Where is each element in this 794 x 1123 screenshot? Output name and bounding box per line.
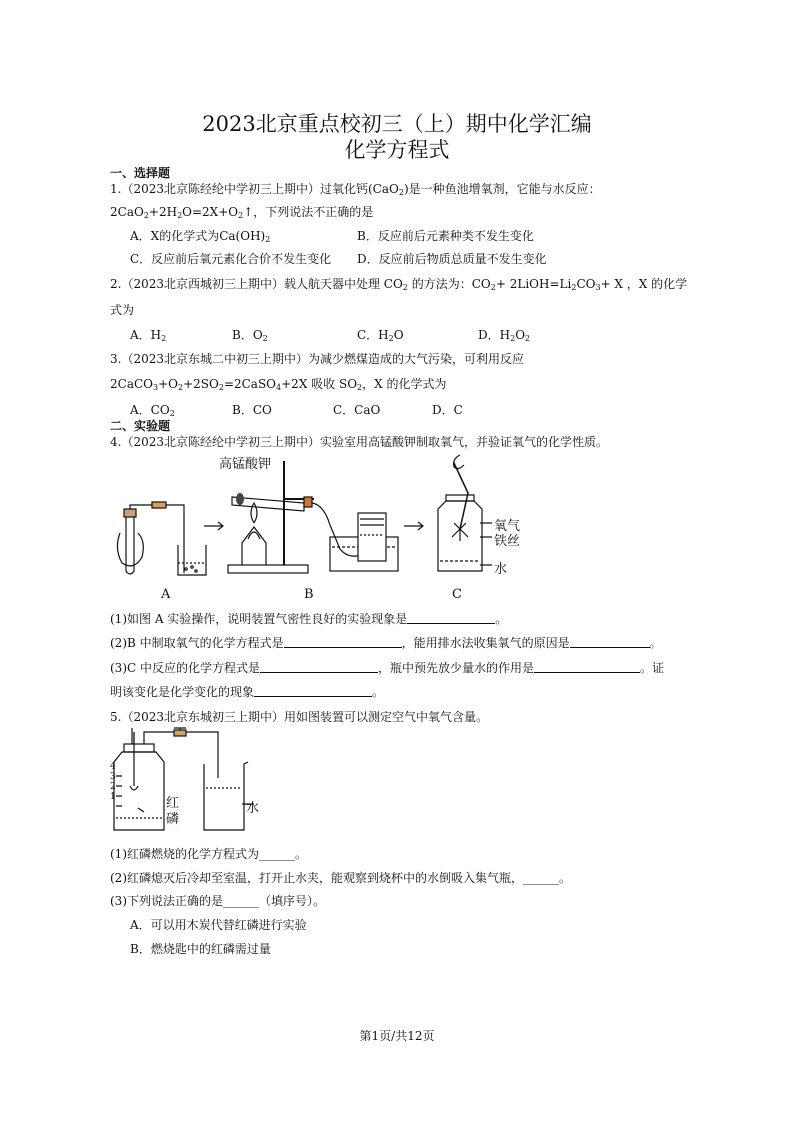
q4-part3b-text: 明该变化是化学变化的现象 [110,685,255,699]
q4-part2 [110,634,662,651]
q2-option-d-sub2: 2 [525,334,531,343]
q4-part3-blank2[interactable] [534,662,640,673]
q2-option-a [130,326,166,343]
apparatus-c [438,455,492,571]
apparatus-b [228,461,398,573]
q5-part1-blank[interactable]: ______ [259,847,295,861]
q5-label-red: 红 [166,796,180,811]
q2-option-c [357,326,404,343]
q4-part2-end: 。 [649,636,662,650]
q2-sub-a: 2 [402,283,408,292]
q2-stem-line2: 式为 [110,303,135,317]
q5-part2 [110,869,571,886]
q3-eq-e: +2X 吸收 SO [281,377,358,391]
fig-label-b: B [304,587,314,602]
q5-apparatus-figure [108,726,268,834]
q3-eq-b: +O [158,377,178,391]
q2-sub-d: 3 [595,283,601,292]
q1-sub: 2 [398,188,404,197]
q5-part3-text: (3)下列说法正确的是 [110,894,223,908]
q5-stem: 5.（2023北京东城初三上期中）用如图装置可以测定空气中氧气含量。 [110,710,488,724]
q1-option-a [130,227,270,244]
q5-scale-marks [110,762,116,802]
q5-part1 [110,845,307,862]
q2-option-b-sub: 2 [262,334,268,343]
q3-eq-sub1: 3 [153,383,159,392]
q3-eq-sub2: 2 [178,383,184,392]
q3-option-c: C．CaO [333,403,381,417]
q2-sub-b: 2 [490,283,496,292]
q4-part3b-end: 。 [372,685,385,699]
q1-stem-tail: )是一种鱼池增氧剂，它能与水反应： [403,182,601,196]
q5-part2-blank[interactable]: ______ [523,871,560,885]
q1-stem [110,180,601,197]
q1-eq-sub3: 2 [238,211,244,220]
q4-part3 [110,659,664,676]
q2-option-b [232,326,268,343]
q1-eq-sub2: 2 [177,211,183,220]
q5-mark-3: 3 [110,772,116,782]
q1-option-d: D．反应前后物质总质量不发生变化 [357,252,547,266]
q4-part2-blank1[interactable] [284,637,402,648]
q2-stem-a: 2.（2023北京西城初三上期中）载人航天器中处理 CO [110,277,403,291]
q1-equation [110,203,373,220]
q5-part3-end: （填序号）。 [259,894,326,908]
apparatus-a [117,502,206,575]
q5-option-b: B．燃烧匙中的红磷需过量 [130,942,271,956]
fig-label-iron-wire: 铁丝 [494,534,521,549]
q3-option-a-sub: 2 [169,409,175,418]
q2-option-a-text: A．H [130,328,162,342]
q2-stem [110,275,687,292]
q1-option-c: C．反应前后氧元素化合价不发生变化 [130,252,332,266]
q2-stem-d: CO [576,277,596,291]
q5-part3-blank[interactable]: ______ [223,894,259,908]
q2-option-d-text: D．H [478,328,511,342]
q3-equation [110,375,447,392]
q4-part1-text: (1)如图 A 实验操作，说明装置气密性良好的实验现象是 [110,612,408,626]
q4-stem: 4.（2023北京陈经纶中学初三上期中）实验室用高锰酸钾制取氧气，并验证氧气的化学性质。 [110,435,608,449]
page-title: 2023北京重点校初三（上）期中化学汇编 [202,112,592,136]
page-number: 第1页/共12页 [359,1029,435,1043]
q1-eq-c: O=2X+O [182,205,239,219]
fig-label-kmno4: 高锰酸钾 [219,457,272,472]
q2-option-c-text: C．H [357,328,389,342]
q3-option-a-text: A．CO [130,403,170,417]
q2-option-d [478,326,530,343]
q5-part3 [110,892,325,909]
q5-label-water: 水 [246,801,260,816]
q4-part2-text: (2)B 中制取氧气的化学方程式是 [110,636,284,650]
q5-mark-4: 4 [110,762,116,772]
q4-part2-mid: ，能用排水法收集氧气的原因是 [401,636,570,650]
q5-part1-end: 。 [295,847,308,861]
q3-eq-f: ，X 的化学式为 [362,377,447,391]
q3-option-d: D．C [432,403,463,417]
q5-mark-2: 2 [110,782,116,792]
q3-stem: 3.（2023北京东城二中初三上期中）为减少燃煤造成的大气污染，可利用反应 [110,352,524,366]
q4-part1-end: 。 [495,612,508,626]
q3-eq-a: 2CaCO [110,377,153,391]
q3-eq-d: =2CaSO [223,377,277,391]
q4-part3-mid: ，瓶中预先放少量水的作用是 [378,661,535,675]
q2-stem-b: 的方法为：CO [407,277,491,291]
fig-label-water: 水 [494,562,508,577]
section-experiment-heading: 二、实验题 [110,419,171,433]
q2-option-b-text: B．O [232,328,263,342]
q4-part3-blank1[interactable] [260,662,378,673]
q2-option-d-sub1: 2 [510,334,516,343]
q1-eq-a: 2CaO [110,205,144,219]
q5-part1-text: (1)红磷燃烧的化学方程式为 [110,847,259,861]
q4-part3-line2 [110,683,384,700]
fig-label-oxygen: 氧气 [494,519,521,534]
q5-mark-1: 1 [110,792,116,802]
q1-option-b: B．反应前后元素种类不发生变化 [357,229,534,243]
q4-part3-text: (3)C 中反应的化学方程式是 [110,661,260,675]
q4-part3b-blank[interactable] [254,686,372,697]
q1-eq-d: ↑，下列说法不正确的是 [243,205,374,219]
q1-stem-text: 1.（2023北京陈经纶中学初三上期中）过氧化钙(CaO [110,182,399,196]
q3-eq-sub4: 4 [276,383,282,392]
q2-stem-c: + 2LiOH=Li [495,277,572,291]
q2-option-d-tail: O [515,328,526,342]
q3-eq-sub5: 2 [357,383,363,392]
q5-part2-end: 。 [559,871,572,885]
q5-label-phosphorus: 磷 [166,812,180,827]
q4-part1 [110,610,507,627]
q2-stem-e: + X ，X 的化学 [600,277,688,291]
q4-apparatus-figure [108,453,528,603]
q2-option-a-sub: 2 [161,334,167,343]
section-choice-heading: 一、选择题 [110,166,171,180]
q4-part2-blank2[interactable] [570,637,650,648]
fig-label-c: C [452,587,462,602]
page-subtitle: 化学方程式 [344,138,450,162]
q4-part3-end: 。证 [640,661,665,675]
fig-label-a: A [161,587,171,602]
q1-eq-sub1: 2 [143,211,149,220]
q2-sub-c: 2 [571,283,577,292]
q3-eq-sub3: 2 [218,383,224,392]
q3-eq-c: +2SO [183,377,219,391]
q2-option-c-tail: O [393,328,404,342]
q1-option-a-text: A．X的化学式为Ca(OH) [130,229,266,243]
q1-option-a-sub: 2 [265,235,271,244]
q3-option-a [130,401,175,418]
q3-option-b: B．CO [232,403,272,417]
q5-part2-text: (2)红磷熄灭后冷却至室温，打开止水夹，能观察到烧杯中的水倒吸入集气瓶， [110,871,524,885]
q4-part1-blank[interactable] [407,613,495,624]
q1-eq-b: +2H [148,205,178,219]
q5-option-a: A．可以用木炭代替红磷进行实验 [130,918,307,932]
q2-option-c-sub: 2 [388,334,394,343]
